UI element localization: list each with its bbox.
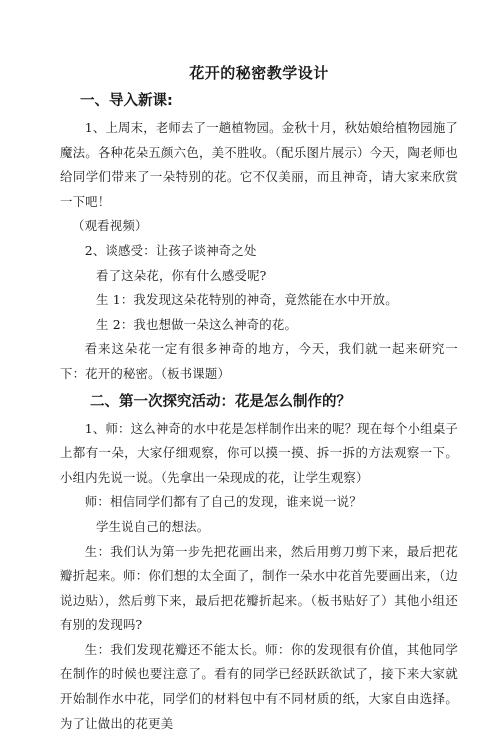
- paragraph: 看来这朵花一定有很多神奇的地方，今天，我们就一起来研究一下：花开的秘密。（板书课题）: [60, 341, 458, 381]
- paragraph: 1、上周末，老师去了一趟植物园。金秋十月，秋姑娘给植物园施了魔法。各种花朵五颜六色，美不胜收。（配乐图片展示）今天，陶老师也给同学们带来了一朵特别的花。它不仅美丽，而且神奇，请大家来欣赏一下吧！: [60, 120, 459, 209]
- document-title: 花开的秘密教学设计: [189, 64, 329, 82]
- paragraph: 生：我们发现花瓣还不能太长。师：你的发现很有价值，其他同学在制作的时候也要注意了。看有的同学已经跃跃欲试了，接下来大家就开始制作水中花，同学们的材料包中有不同材质的纸，大家自由选择。为了让做出的花更美: [60, 641, 458, 731]
- paragraph: （观看视频）: [72, 218, 148, 234]
- section-heading-intro: 一、导入新课:: [80, 93, 173, 109]
- paragraph: 看了这朵花，你有什么感受呢?: [96, 267, 267, 283]
- paragraph: 学生说自己的想法。: [96, 518, 210, 534]
- paragraph: 2、谈感受：让孩子谈神奇之处: [84, 242, 257, 258]
- paragraph: 师：相信同学们都有了自己的发现，谁来说一说？: [84, 494, 362, 510]
- paragraph: 生 2：我也想做一朵这么神奇的花。: [96, 316, 298, 332]
- paragraph: 1、师：这么神奇的水中花是怎样制作出来的呢？现在每个小组桌子上都有一朵，大家仔细观察，你可以摸一摸、拆一拆的方法观察一下。小组内先说一说。（先拿出一朵现成的花，让学生观察）: [60, 420, 459, 485]
- paragraph: 生：我们认为第一步先把花画出来，然后用剪刀剪下来，最后把花瓣折起来。师：你们想的太全面了，制作一朵水中花首先要画出来，（边说边贴），然后剪下来，最后把花瓣折起来。（板书贴好了）其他小组还有别的发现吗?: [60, 543, 458, 633]
- paragraph: 生 1：我发现这朵花特别的神奇，竟然能在水中开放。: [96, 292, 398, 308]
- section-heading-activity: 二、第一次探究活动：花是怎么制作的？: [90, 393, 351, 410]
- document-page: [60, 62, 458, 736]
